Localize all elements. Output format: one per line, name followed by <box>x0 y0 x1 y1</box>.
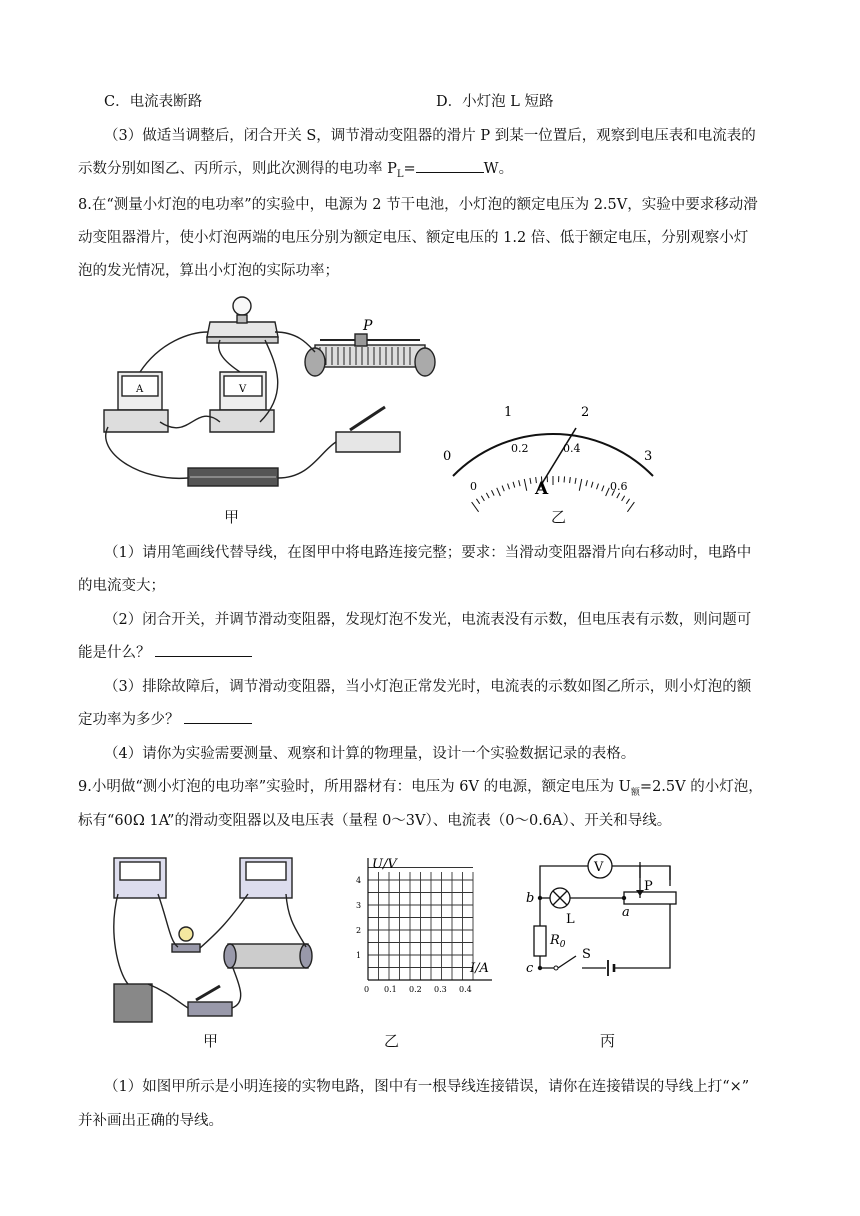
q8-circuit-figure <box>100 292 450 502</box>
scale-top-3: 3 <box>644 449 653 464</box>
q9-circuit-figure <box>108 852 328 1027</box>
scale-tick <box>491 490 494 495</box>
scale-tick <box>519 480 520 486</box>
scale-top-1: 1 <box>504 405 513 420</box>
voltmeter-face-label: V <box>239 384 247 395</box>
q7-part3-text: 示数分别如图乙、丙所示，则此次测得的电功率 P <box>78 161 397 177</box>
schematic-b-label: b <box>526 891 535 906</box>
graph-xtick-3: 0.3 <box>434 985 447 994</box>
scale-tick <box>502 486 504 492</box>
q7-unit: W。 <box>483 161 514 177</box>
scale-tick <box>486 493 489 498</box>
schematic-v-label: V <box>594 860 604 875</box>
q8-stem-line2: 动变阻器滑片，使小灯泡两端的电压分别为额定电压、额定电压的 1.2 倍、低于额定电压，分别观察小灯 <box>78 230 749 246</box>
scale-tick <box>481 496 484 501</box>
scale-unit: A <box>535 479 549 499</box>
graph-xtick-0: 0 <box>364 985 370 994</box>
rheostat-p-label: P <box>363 318 373 334</box>
graph-xtick-2: 0.2 <box>409 985 422 994</box>
scale-tick <box>530 478 531 484</box>
q8-part2-line1: （2）闭合开关，并调节滑动变阻器，发现灯泡不发光，电流表没有示数，但电压表有示数，则问题可 <box>104 612 752 628</box>
graph-ytick-4: 4 <box>356 876 362 885</box>
scale-tick <box>508 484 510 490</box>
q9-rated-subscript: 额 <box>630 787 640 798</box>
q7-part3-line2 <box>78 157 513 180</box>
small-bulb-icon <box>179 927 193 941</box>
q8-part2-blank[interactable] <box>155 643 252 657</box>
schematic-l-label: L <box>566 912 575 927</box>
graph-y-label: U/V <box>372 857 397 872</box>
scale-tick <box>497 488 501 496</box>
bulb-icon <box>233 297 251 315</box>
scale-tick <box>570 477 571 483</box>
q9-stem-line2: 标有“60Ω 1A”的滑动变阻器以及电压表（量程 0～3V）、电流表（0～0.6A）、开关和导线。 <box>78 813 672 829</box>
battery-device <box>114 984 152 1022</box>
q9-part1-line2: 并补画出正确的导线。 <box>78 1113 223 1129</box>
schematic-p-label: P <box>644 879 653 894</box>
scale-tick <box>606 488 610 496</box>
q8-part2-line2 <box>78 641 252 662</box>
scale-tick <box>622 496 625 501</box>
q9-stem-text-b: =2.5V 的小灯泡， <box>639 779 763 795</box>
scale-tick <box>513 482 515 488</box>
switch-device <box>188 1002 232 1016</box>
q9-fig-jia-caption: 甲 <box>203 1032 219 1050</box>
q8-part1-line2: 的电流变大； <box>78 578 165 594</box>
schematic-r0 <box>534 926 546 956</box>
q9-part1-line1: （1）如图甲所示是小明连接的实物电路，图中有一根导线连接错误，请你在连接错误的导线上打“×” <box>104 1079 750 1095</box>
scale-bottom-3: 0.6 <box>610 480 628 493</box>
scale-tick <box>476 499 479 504</box>
graph-x-label: I/A <box>470 961 489 976</box>
graph-ytick-1: 1 <box>356 951 362 960</box>
q7-part3-line1: （3）做适当调整后，闭合开关 S，调节滑动变阻器的滑片 P 到某一位置后，观察到电压表和电流表的 <box>104 128 756 144</box>
q8-ammeter-scale-figure <box>438 398 668 503</box>
graph-ytick-2: 2 <box>356 926 362 935</box>
switch <box>336 432 400 452</box>
scale-tick <box>591 482 593 488</box>
q7-option-c: C．电流表断路 <box>104 94 203 110</box>
q9-ui-graph <box>352 852 502 997</box>
graph-ytick-3: 3 <box>356 901 362 910</box>
scale-tick <box>597 484 599 490</box>
ammeter-face-label: A <box>136 384 144 395</box>
scale-bottom-1: 0.2 <box>511 442 529 455</box>
scale-tick <box>579 479 581 491</box>
q8-part3-text: 定功率为多少？ <box>78 712 180 728</box>
scale-tick <box>617 493 620 498</box>
schematic-c-label: c <box>526 961 534 976</box>
scale-bottom-0: 0 <box>470 480 477 493</box>
scale-tick <box>472 502 479 512</box>
schematic-r0-label: $R_0$ <box>550 933 566 950</box>
rheostat-device <box>228 944 308 968</box>
q9-fig-yi-caption: 乙 <box>384 1032 400 1050</box>
q7-option-d: D．小灯泡 L 短路 <box>436 94 554 110</box>
q8-part3-blank[interactable] <box>184 710 252 724</box>
q8-fig-jia-caption: 甲 <box>224 508 240 526</box>
q9-stem-text: 9.小明做“测小灯泡的电功率”实验时，所用器材有：电压为 6V 的电源，额定电压为 U <box>78 779 631 795</box>
lamp-board <box>207 322 278 337</box>
q7-answer-blank[interactable] <box>416 159 484 173</box>
q8-part2-text: 能是什么？ <box>78 645 151 661</box>
q8-part1-line1: （1）请用笔画线代替导线，在图甲中将电路连接完整；要求：当滑动变阻器滑片向右移动时，电路中 <box>104 545 752 561</box>
q9-schematic <box>510 846 685 986</box>
schematic-switch <box>558 956 576 968</box>
scale-top-2: 2 <box>581 405 590 420</box>
q9-fig-bing-caption: 丙 <box>600 1032 616 1050</box>
schematic-a-label: a <box>622 905 630 920</box>
q8-part3-line1: （3）排除故障后，调节滑动变阻器，当小灯泡正常发光时，电流表的示数如图乙所示，则小灯泡的额 <box>104 679 752 695</box>
q8-part3-line2 <box>78 708 252 729</box>
q8-part4: （4）请你为实验需要测量、观察和计算的物理量，设计一个实验数据记录的表格。 <box>104 746 636 762</box>
scale-tick <box>524 479 526 491</box>
scale-tick <box>627 502 634 512</box>
graph-xtick-4: 0.4 <box>459 985 472 994</box>
schematic-s-label: S <box>582 947 591 962</box>
q7-equals: = <box>403 161 416 177</box>
slider-p <box>355 334 367 346</box>
q9-stem-line1 <box>78 775 763 798</box>
q8-stem-line1: 8.在“测量小灯泡的电功率”的实验中，电源为 2 节干电池，小灯泡的额定电压为 2.5V，实验中要求移动滑 <box>78 197 758 213</box>
scale-top-0: 0 <box>443 449 452 464</box>
graph-xtick-1: 0.1 <box>384 985 397 994</box>
scale-tick <box>626 499 629 504</box>
q8-stem-line3: 泡的发光情况，算出小灯泡的实际功率； <box>78 263 339 279</box>
q7-pl-subscript: L <box>396 168 404 180</box>
scale-bottom-2: 0.4 <box>563 442 581 455</box>
scale-tick <box>575 478 576 484</box>
scale-tick <box>602 486 604 492</box>
q8-fig-yi-caption: 乙 <box>551 508 567 526</box>
scale-tick <box>586 480 587 486</box>
